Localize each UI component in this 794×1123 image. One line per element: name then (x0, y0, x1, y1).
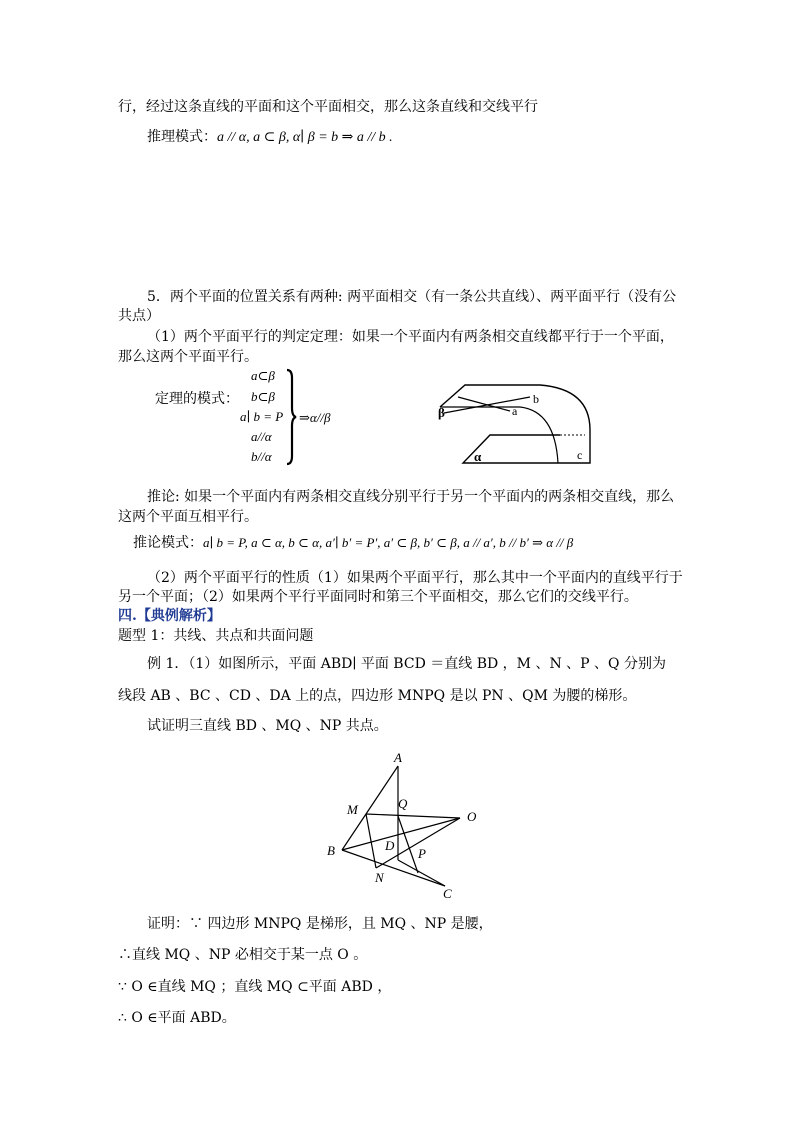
label-D: D (385, 838, 395, 853)
label-alpha: α (474, 449, 482, 464)
corollary-mode (133, 533, 573, 553)
cond-3: a∣ b = P (240, 409, 284, 424)
plane-outline (440, 385, 590, 463)
theorem1-line1: （1）两个平面平行的判定定理：如果一个平面内有两条相交直线都平行于一个平面， (147, 329, 674, 345)
label-a: a (512, 404, 518, 418)
label-C: C (443, 886, 452, 900)
parallel-planes-figure (430, 375, 610, 471)
proof-line1: 证明：∵ 四边形 MNPQ 是梯形，且 MQ 、NP 是腰， (147, 916, 493, 932)
topic-line: 题型 1：共线、共点和共面问题 (118, 628, 314, 644)
label-A: A (394, 750, 402, 765)
mode-formula: a // α, a ⊂ β, α∣ β = b ⇒ a // b . (217, 130, 393, 145)
label-M: M (347, 802, 358, 817)
corollary-line2: 这两个平面互相平行。 (118, 509, 258, 525)
reasoning-mode (147, 127, 393, 148)
text-line: 行，经过这条直线的平面和这个平面相交，那么这条直线和交线平行 (118, 99, 538, 115)
mode-label: 推理模式： (147, 129, 217, 145)
proof-line3: ∵ O ∈直线 MQ ；直线 MQ ⊂平面 ABD ， (118, 979, 392, 995)
theorem1-line2: 那么这两个平面平行。 (118, 349, 258, 365)
line-MO (366, 814, 460, 818)
theorem2-line1: （2）两个平面平行的性质（1）如果两个平面平行，那么其中一个平面内的直线平行于 (147, 570, 683, 586)
corollary-mode-label: 推论模式： (133, 535, 203, 551)
theorem2-line2: 另一个平面；（2）如果两个平行平面同时和第三个平面相交，那么它们的交线平行。 (118, 589, 638, 605)
section-5-line2: 共点） (118, 308, 160, 324)
label-c: c (577, 448, 583, 462)
section-5-line1: 5．两个平面的位置关系有两种: 两平面相交（有一条公共直线）、两平面平行（没有公 (147, 289, 677, 305)
label-B: B (327, 843, 335, 858)
example-line2: 线段 AB 、BC 、CD 、DA 上的点，四边形 MNPQ 是以 PN 、QM 为腰的梯形。 (118, 688, 637, 704)
corollary-formula: a∣ b = P, a ⊂ α, b ⊂ α, a′∣ b′ = P′, a′ ⊂ β, b′ ⊂ β, a // a′, b // b′ ⇒ α // β (203, 535, 574, 550)
label-beta: β (438, 405, 445, 420)
label-P: P (418, 846, 426, 861)
cond-4: a//α (251, 429, 272, 444)
label-b: b (533, 392, 539, 406)
cond-5: b//α (251, 449, 272, 464)
edge-BC (342, 850, 445, 886)
brace (284, 368, 298, 466)
label-Q: Q (398, 796, 408, 811)
model-label: 定理的模式： (155, 391, 239, 407)
label-O: O (467, 809, 477, 824)
example-line3: 试证明三直线 BD 、MQ 、NP 共点。 (147, 718, 388, 734)
proof-line4: ∴ O ∈平面 ABD。 (118, 1010, 236, 1026)
corollary-line1: 推论: 如果一个平面内有两条相交直线分别平行于另一个平面内的两条相交直线，那么 (147, 489, 675, 505)
example-line1: 例 1．（1）如图所示，平面 ABD∣ 平面 BCD ＝直线 BD ，M 、N 、P 、Q 分别为 (147, 656, 666, 672)
proof-line2: ∴直线 MQ 、NP 必相交于某一点 O 。 (118, 947, 368, 963)
label-N: N (375, 870, 384, 885)
theorem-conclusion: ⇒α//β (299, 410, 331, 425)
edge-DC (398, 860, 445, 886)
tetrahedron-figure (320, 748, 490, 900)
cond-1: a⊂β (251, 368, 275, 383)
cond-2: b⊂β (251, 389, 275, 404)
section-4-heading: 四.【典例解析】 (118, 608, 221, 624)
